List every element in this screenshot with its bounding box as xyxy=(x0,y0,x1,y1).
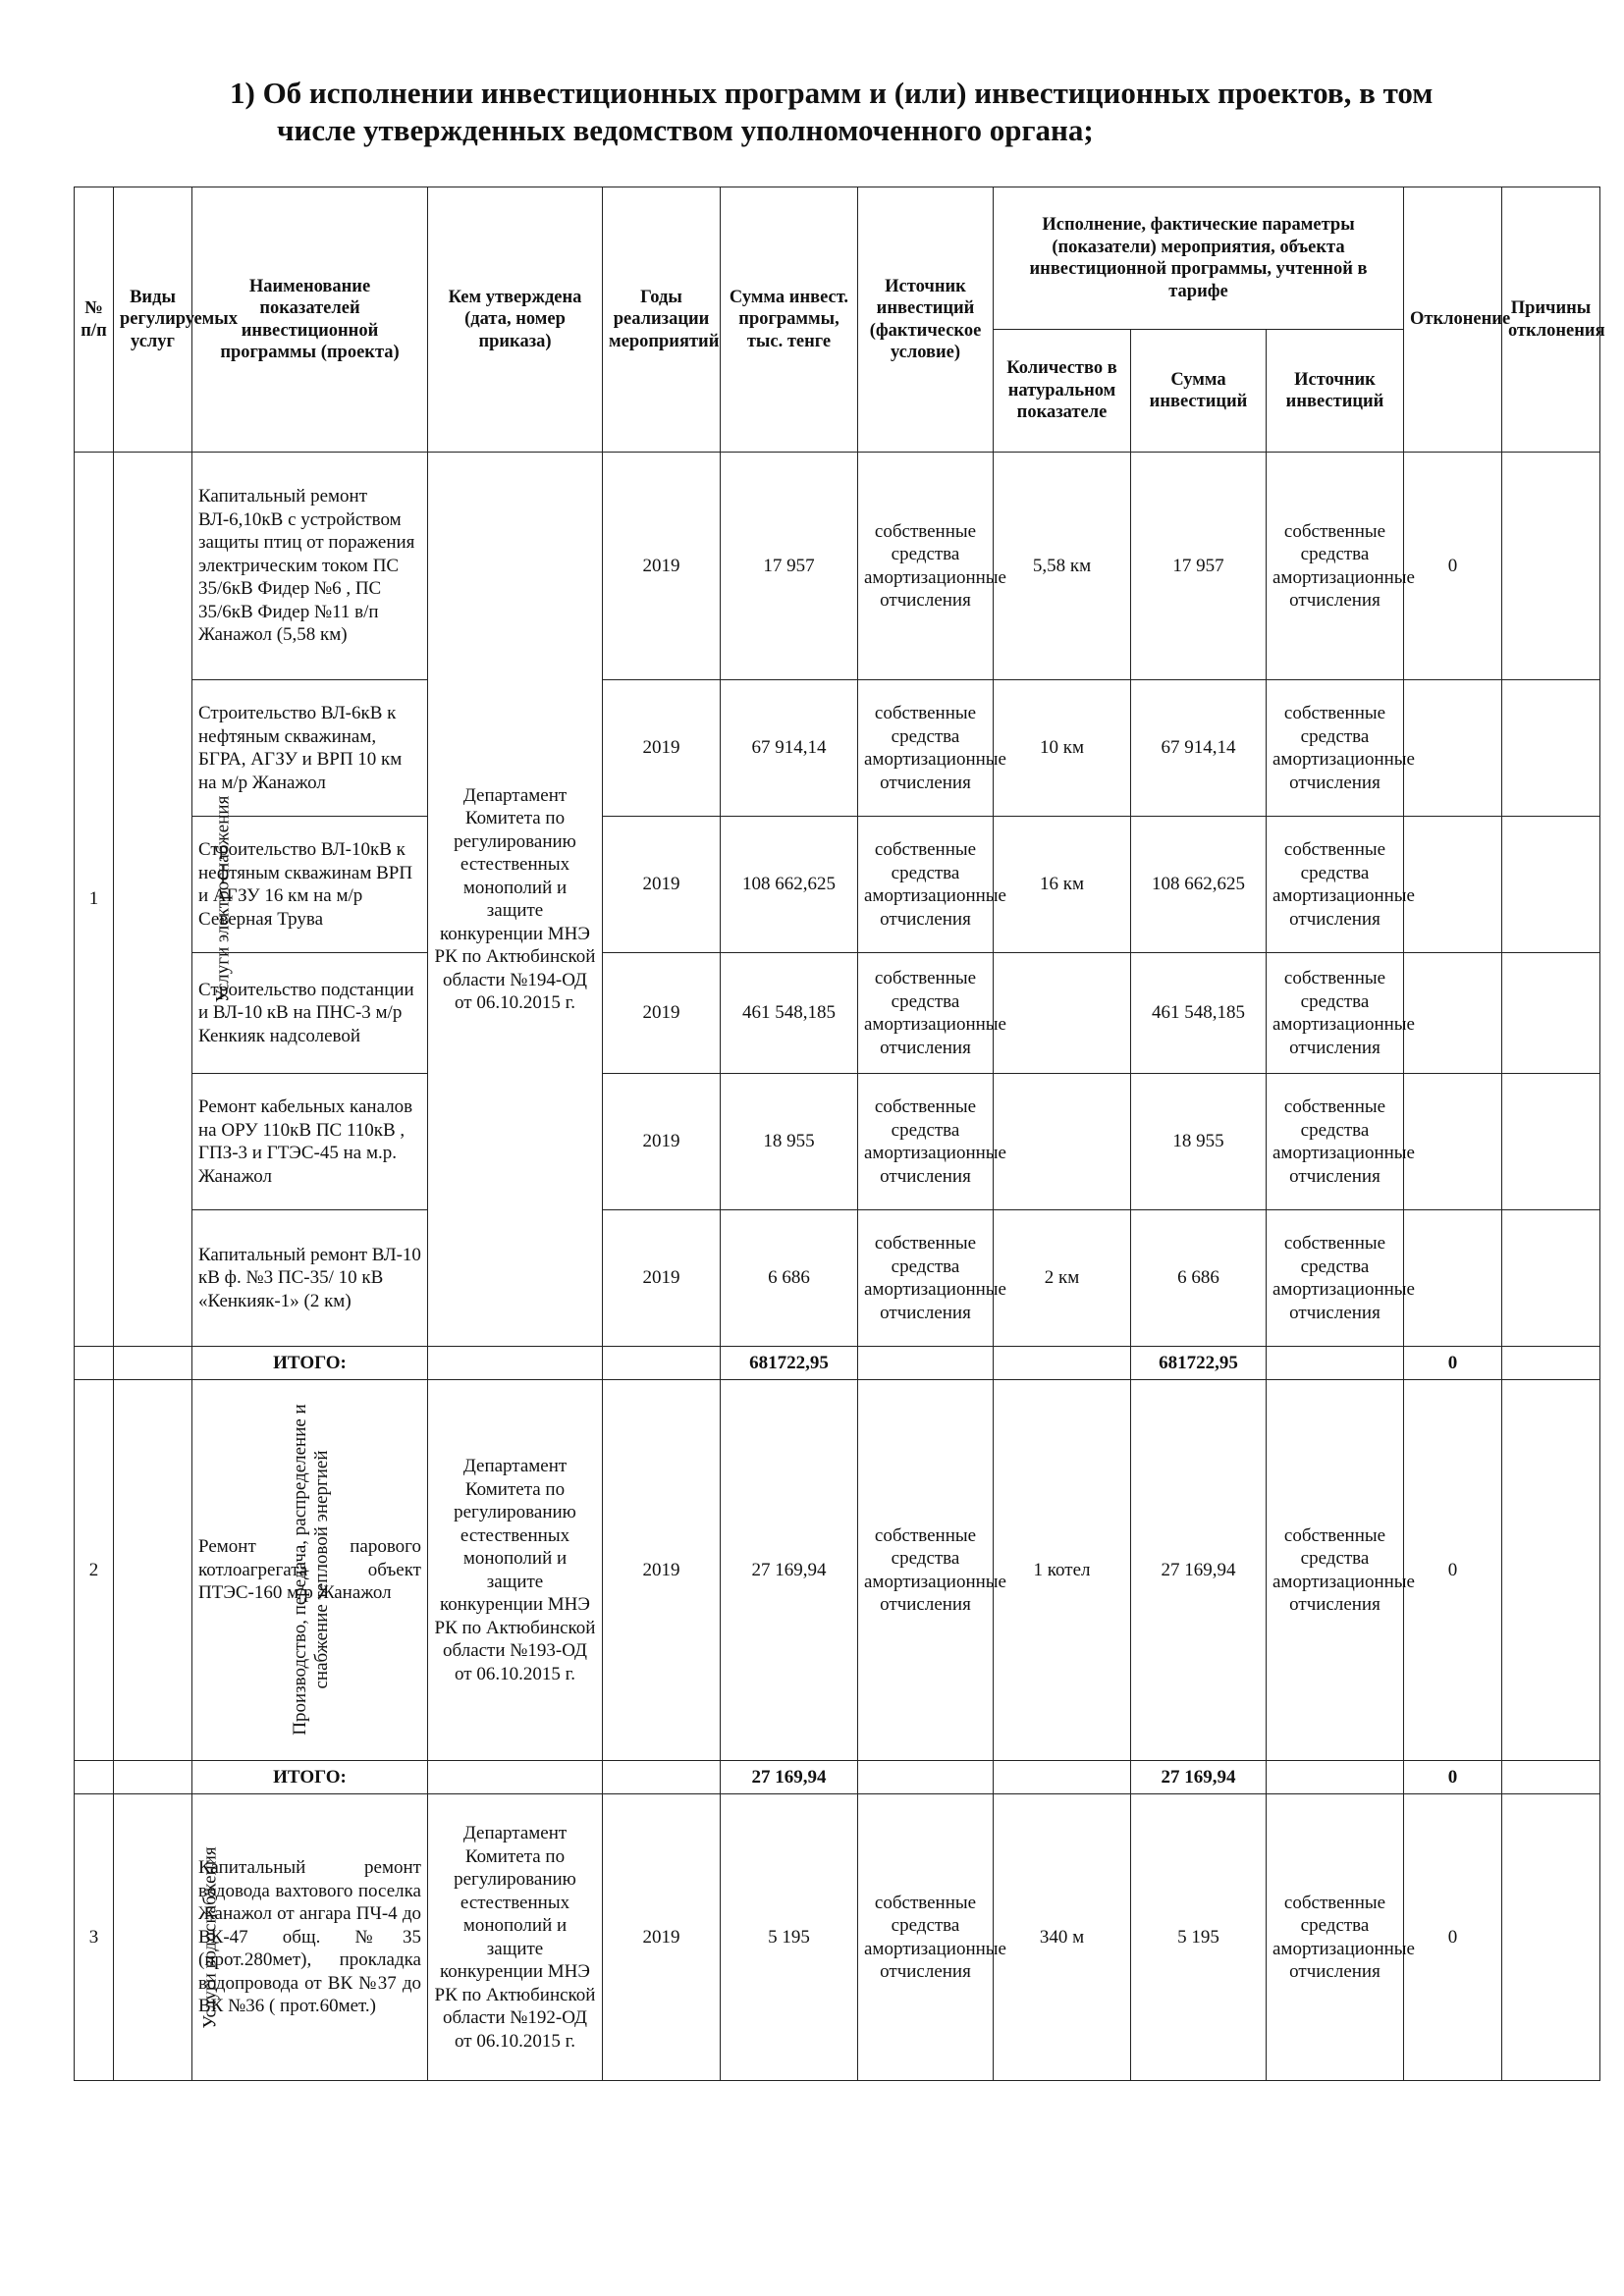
quantity: 10 км xyxy=(994,680,1131,817)
source-fact: собственные средства амортизационные отчисления xyxy=(858,680,994,817)
service-kind-label: Услуги водоснабжения xyxy=(199,1846,221,2029)
program-sum: 6 686 xyxy=(721,1210,858,1347)
year: 2019 xyxy=(603,1074,721,1210)
total-investment-sum: 27 169,94 xyxy=(1131,1761,1267,1794)
year: 2019 xyxy=(603,1794,721,2081)
program-sum: 18 955 xyxy=(721,1074,858,1210)
header-program-name: Наименование показателей инвестиционной программы (проекта) xyxy=(192,187,428,453)
service-kind-cell xyxy=(114,453,234,1347)
investment-source: собственные средства амортизационные отчисления xyxy=(1267,817,1404,953)
deviation xyxy=(1404,953,1502,1074)
table-row xyxy=(75,680,1600,817)
quantity xyxy=(994,1074,1131,1210)
year: 2019 xyxy=(603,953,721,1074)
document-heading xyxy=(230,75,1565,149)
header-investment-sum: Сумма инвестиций xyxy=(1131,330,1267,453)
header-reasons: Причины отклонения xyxy=(1502,187,1600,453)
header-quantity: Количество в натуральном показателе xyxy=(994,330,1131,453)
deviation: 0 xyxy=(1404,1380,1502,1761)
investment-source: собственные средства амортизационные отчисления xyxy=(1267,1794,1404,2081)
quantity: 340 м xyxy=(994,1794,1131,2081)
header-investment-source: Источник инвестиций xyxy=(1267,330,1404,453)
approved-by: Департамент Комитета по регулированию естественных монополий и защите конкуренции МНЭ РК по Актюбинской области №192-ОД от 06.10.2015 г. xyxy=(428,1794,603,2081)
source-fact: собственные средства амортизационные отчисления xyxy=(858,453,994,680)
program-name: Ремонт парового котлоагрегата объект ПТЭС-160 м/р Жанажол xyxy=(192,1380,428,1761)
investment-source: собственные средства амортизационные отчисления xyxy=(1267,1380,1404,1761)
header-service-kind: Виды регулируемых услуг xyxy=(114,187,192,453)
program-sum: 461 548,185 xyxy=(721,953,858,1074)
year: 2019 xyxy=(603,453,721,680)
reasons xyxy=(1502,680,1600,817)
program-sum: 27 169,94 xyxy=(721,1380,858,1761)
investment-sum: 108 662,625 xyxy=(1131,817,1267,953)
total-sum: 27 169,94 xyxy=(721,1761,858,1794)
source-fact: собственные средства амортизационные отчисления xyxy=(858,1074,994,1210)
reasons xyxy=(1502,453,1600,680)
quantity: 2 км xyxy=(994,1210,1131,1347)
header-program-sum: Сумма инвест. программы, тыс. тенге xyxy=(721,187,858,453)
program-name: Строительство ВЛ-6кВ к нефтяным скважинам, БГРА, АГЗУ и ВРП 10 км на м/р Жанажол xyxy=(192,680,428,817)
investment-program-table xyxy=(74,187,1605,2081)
heading-line-2: числе утвержденных ведомством уполномоченного органа; xyxy=(277,113,1094,147)
total-investment-sum: 681722,95 xyxy=(1131,1347,1267,1380)
source-fact: собственные средства амортизационные отчисления xyxy=(858,1210,994,1347)
program-name: Строительство подстанции и ВЛ-10 кВ на ПНС-3 м/р Кенкияк надсолевой xyxy=(192,953,428,1074)
quantity: 16 км xyxy=(994,817,1131,953)
table-row xyxy=(75,953,1600,1074)
total-deviation: 0 xyxy=(1404,1761,1502,1794)
table-row xyxy=(75,1210,1600,1347)
investment-sum: 67 914,14 xyxy=(1131,680,1267,817)
approved-by: Департамент Комитета по регулированию естественных монополий и защите конкуренции МНЭ РК по Актюбинской области №194-ОД от 06.10.2015 г. xyxy=(428,453,603,1347)
investment-source: собственные средства амортизационные отчисления xyxy=(1267,1074,1404,1210)
header-source-fact: Источник инвестиций (фактическое условие) xyxy=(858,187,994,453)
deviation xyxy=(1404,680,1502,817)
table-row xyxy=(75,1380,1600,1761)
investment-source: собственные средства амортизационные отчисления xyxy=(1267,953,1404,1074)
total-row xyxy=(75,1347,1600,1380)
header-num: № п/п xyxy=(75,187,114,453)
investment-sum: 18 955 xyxy=(1131,1074,1267,1210)
investment-sum: 461 548,185 xyxy=(1131,953,1267,1074)
source-fact: собственные средства амортизационные отчисления xyxy=(858,1380,994,1761)
deviation xyxy=(1404,1210,1502,1347)
reasons xyxy=(1502,1074,1600,1210)
header-execution-group: Исполнение, фактические параметры (показатели) мероприятия, объекта инвестиционной программы, учтенной в тарифе xyxy=(994,187,1404,330)
quantity: 5,58 км xyxy=(994,453,1131,680)
reasons xyxy=(1502,1210,1600,1347)
program-name: Капитальный ремонт водовода вахтового поселка Жанажол от ангара ПЧ-4 до ВК-47 общ. №35 (прот.280мет), прокладка водопровода от ВК №37 до ВК №36 ( прот.60мет.) xyxy=(192,1794,428,2081)
total-label: ИТОГО: xyxy=(192,1347,428,1380)
table-row xyxy=(75,1074,1600,1210)
year: 2019 xyxy=(603,1380,721,1761)
table-row xyxy=(75,453,1600,680)
service-kind-cell xyxy=(114,1794,221,2081)
reasons xyxy=(1502,1380,1600,1761)
investment-source: собственные средства амортизационные отчисления xyxy=(1267,1210,1404,1347)
investment-source: собственные средства амортизационные отчисления xyxy=(1267,680,1404,817)
source-fact: собственные средства амортизационные отчисления xyxy=(858,1794,994,2081)
investment-sum: 6 686 xyxy=(1131,1210,1267,1347)
source-fact: собственные средства амортизационные отчисления xyxy=(858,817,994,953)
program-name: Капитальный ремонт ВЛ-6,10кВ с устройством защиты птиц от поражения электрическим током ПС 35/6кВ Фидер №6 , ПС 35/6кВ Фидер №11 в/п Жанажол (5,58 км) xyxy=(192,453,428,680)
service-kind-label: Производство, передача, распределение и снабжение тепловой энергией xyxy=(290,1404,332,1735)
deviation xyxy=(1404,1074,1502,1210)
header-approved-by: Кем утверждена (дата, номер приказа) xyxy=(428,187,603,453)
section-number: 3 xyxy=(75,1794,114,2081)
source-fact: собственные средства амортизационные отчисления xyxy=(858,953,994,1074)
header-years: Годы реализации мероприятий xyxy=(603,187,721,453)
investment-sum: 27 169,94 xyxy=(1131,1380,1267,1761)
deviation: 0 xyxy=(1404,453,1502,680)
program-sum: 67 914,14 xyxy=(721,680,858,817)
quantity: 1 котел xyxy=(994,1380,1131,1761)
deviation: 0 xyxy=(1404,1794,1502,2081)
program-sum: 108 662,625 xyxy=(721,817,858,953)
program-sum: 5 195 xyxy=(721,1794,858,2081)
program-name: Капитальный ремонт ВЛ-10 кВ ф. №3 ПС-35/ 10 кВ «Кенкияк-1» (2 км) xyxy=(192,1210,428,1347)
year: 2019 xyxy=(603,1210,721,1347)
approved-by: Департамент Комитета по регулированию естественных монополий и защите конкуренции МНЭ РК по Актюбинской области №193-ОД от 06.10.2015 г. xyxy=(428,1380,603,1761)
program-name: Ремонт кабельных каналов на ОРУ 110кВ ПС 110кВ , ГПЗ-3 и ГТЭС-45 на м.р. Жанажол xyxy=(192,1074,428,1210)
investment-sum: 5 195 xyxy=(1131,1794,1267,2081)
year: 2019 xyxy=(603,817,721,953)
program-name: Строительство ВЛ-10кВ к нефтяным скважинам ВРП и АГЗУ 16 км на м/р Северная Трува xyxy=(192,817,428,953)
program-sum: 17 957 xyxy=(721,453,858,680)
header-deviation: Отклонение xyxy=(1404,187,1502,453)
deviation xyxy=(1404,817,1502,953)
quantity xyxy=(994,953,1131,1074)
reasons xyxy=(1502,1794,1600,2081)
service-kind-label: Услуги электроснабжения xyxy=(212,795,234,1003)
total-label: ИТОГО: xyxy=(192,1761,428,1794)
table-row xyxy=(75,1794,1600,2081)
total-row xyxy=(75,1761,1600,1794)
investment-sum: 17 957 xyxy=(1131,453,1267,680)
heading-line-1: 1) Об исполнении инвестиционных программ и (или) инвестиционных проектов, в том xyxy=(230,76,1434,110)
table-row xyxy=(75,817,1600,953)
section-number: 2 xyxy=(75,1380,114,1761)
reasons xyxy=(1502,817,1600,953)
total-sum: 681722,95 xyxy=(721,1347,858,1380)
investment-source: собственные средства амортизационные отчисления xyxy=(1267,453,1404,680)
total-deviation: 0 xyxy=(1404,1347,1502,1380)
reasons xyxy=(1502,953,1600,1074)
year: 2019 xyxy=(603,680,721,817)
section-number: 1 xyxy=(75,453,114,1347)
